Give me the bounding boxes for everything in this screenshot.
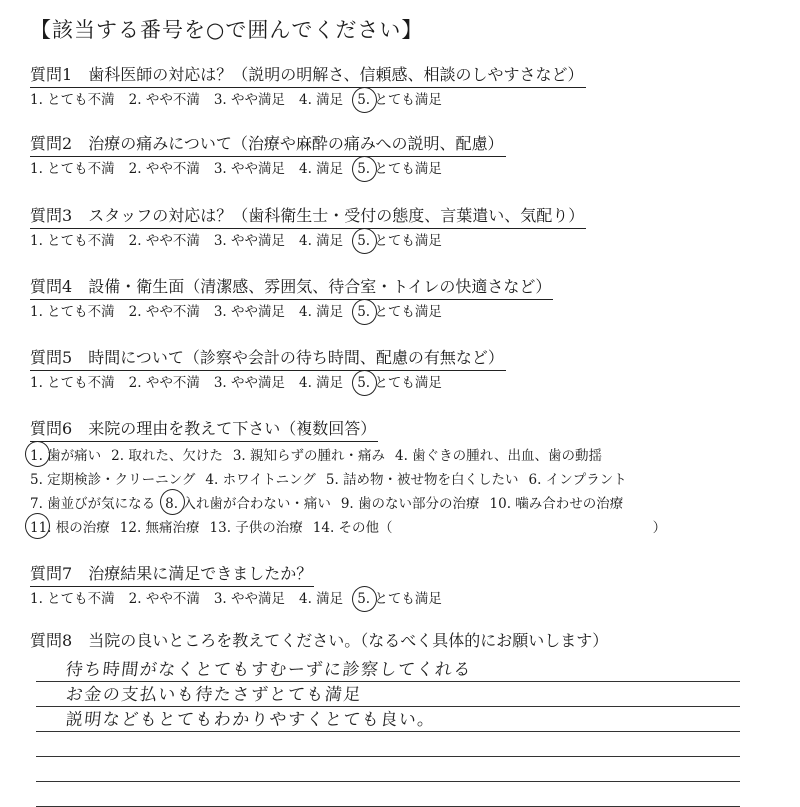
answer-option[interactable]: 4. 満足 [299, 161, 344, 177]
answer-option[interactable]: 7. 歯並びが気になる [30, 496, 156, 512]
other-close-paren: ） [652, 520, 667, 536]
answer-option[interactable]: 1. とても不満 [30, 304, 115, 320]
answer-line[interactable] [36, 657, 740, 682]
question-6 [30, 418, 666, 540]
question-text: 歯科医師の対応は？（説明の明解さ、信頼感、相談のしやすさなど） [88, 65, 584, 84]
answer-option[interactable]: 2. やや不満 [128, 161, 200, 177]
answer-option[interactable]: 3. やや満足 [213, 92, 286, 108]
question-1 [30, 64, 586, 110]
answer-option[interactable]: 4. ホワイトニング [205, 472, 316, 488]
option-row [30, 468, 666, 492]
answer-option[interactable]: 11. 根の治療 [30, 516, 110, 540]
answer-option[interactable]: 2. やや不満 [128, 92, 200, 108]
question-text: 当院の良いところを教えてください。（なるべく具体的にお願いします） [88, 631, 609, 650]
answer-line[interactable] [36, 732, 740, 757]
answer-option[interactable]: 3. やや満足 [213, 591, 286, 607]
answer-option[interactable]: 5. とても満足 [357, 375, 442, 391]
question-text: 来院の理由を教えて下さい（複数回答） [88, 419, 377, 438]
answer-option[interactable]: 5. とても満足 [357, 591, 442, 607]
answer-option[interactable]: 1. とても不満 [30, 161, 115, 177]
answer-option[interactable]: 4. 満足 [299, 304, 344, 320]
question-number: 質問5 [30, 348, 73, 367]
option-row [30, 444, 666, 468]
answer-option[interactable]: 1. とても不満 [30, 375, 115, 391]
answer-option[interactable]: 2. やや不満 [128, 304, 200, 320]
question-number: 質問7 [30, 564, 73, 583]
question-text: 設備・衛生面（清潔感、雰囲気、待合室・トイレの快適さなど） [88, 277, 552, 296]
answer-option[interactable]: 5. とても満足 [357, 161, 442, 177]
answer-line[interactable] [36, 707, 740, 732]
question-2 [30, 133, 506, 179]
question-text: 治療結果に満足できましたか？ [88, 564, 313, 583]
option-row [30, 231, 586, 251]
answer-option[interactable]: 2. やや不満 [128, 591, 200, 607]
answer-line[interactable] [36, 682, 740, 707]
answer-option[interactable]: 3. 親知らずの腫れ・痛み [232, 448, 386, 464]
answer-option[interactable]: 1. とても不満 [30, 233, 115, 249]
answer-option[interactable]: 2. 取れた、欠けた [111, 448, 223, 464]
question-number: 質問8 [30, 631, 73, 650]
handwritten-answer: お金の支払いも待たさずとても満足 [64, 685, 363, 705]
answer-option[interactable]: 10. 噛み合わせの治療 [489, 496, 624, 512]
question-number: 質問1 [30, 65, 73, 84]
answer-option[interactable]: 12. 無痛治療 [119, 520, 200, 536]
answer-option[interactable]: 4. 歯ぐきの腫れ、出血、歯の動揺 [395, 448, 602, 464]
question-7 [30, 563, 456, 609]
answer-option[interactable]: 4. 満足 [299, 92, 344, 108]
answer-option[interactable]: 3. やや満足 [213, 304, 286, 320]
question-number: 質問2 [30, 134, 73, 153]
answer-option[interactable]: 5. とても満足 [357, 304, 442, 320]
answer-option[interactable]: 3. やや満足 [213, 233, 286, 249]
answer-option[interactable]: 8. 入れ歯が合わない・痛い [165, 492, 331, 516]
answer-area [36, 657, 740, 807]
answer-option[interactable]: 14. その他（ [312, 520, 393, 536]
question-number: 質問4 [30, 277, 73, 296]
option-grid [30, 444, 666, 540]
answer-option[interactable]: 3. やや満足 [213, 375, 286, 391]
answer-option[interactable]: 9. 歯のない部分の治療 [340, 496, 480, 512]
answer-option[interactable]: 1. とても不満 [30, 591, 115, 607]
question-number: 質問6 [30, 419, 73, 438]
answer-option[interactable]: 5. とても満足 [357, 92, 442, 108]
answer-option[interactable]: 1. とても不満 [30, 92, 115, 108]
question-text: 治療の痛みについて（治療や麻酔の痛みへの説明、配慮） [88, 134, 504, 153]
answer-line[interactable] [36, 757, 740, 782]
option-row [30, 90, 586, 110]
answer-option[interactable]: 4. 満足 [299, 375, 344, 391]
handwritten-answer: 説明などもとてもわかりやすくとても良い。 [64, 710, 437, 730]
option-row [30, 302, 553, 322]
option-row [30, 516, 666, 540]
answer-option[interactable]: 3. やや満足 [213, 161, 286, 177]
option-row [30, 373, 506, 393]
question-text: スタッフの対応は？（歯科衛生士・受付の態度、言葉遣い、気配り） [88, 206, 585, 225]
answer-option[interactable]: 13. 子供の治療 [209, 520, 303, 536]
question-number: 質問3 [30, 206, 73, 225]
answer-line[interactable] [36, 782, 740, 807]
handwritten-answer: 待ち時間がなくとてもすむーずに診察してくれる [64, 660, 473, 680]
answer-option[interactable]: 2. やや不満 [128, 233, 200, 249]
page-title: 【該当する番号を○で囲んでください】 [30, 18, 424, 42]
question-4 [30, 276, 553, 322]
answer-option[interactable]: 5. とても満足 [357, 233, 442, 249]
answer-option[interactable]: 1. 歯が痛い [30, 444, 101, 468]
answer-option[interactable]: 5. 詰め物・被せ物を白くしたい [325, 472, 519, 488]
question-3 [30, 205, 586, 251]
question-5 [30, 347, 506, 393]
answer-option[interactable]: 2. やや不満 [128, 375, 200, 391]
question-8 [30, 630, 608, 652]
answer-option[interactable]: 4. 満足 [299, 591, 344, 607]
answer-option[interactable]: 6. インプラント [528, 472, 627, 488]
option-row [30, 589, 456, 609]
question-text: 時間について（診察や会計の待ち時間、配慮の有無など） [88, 348, 504, 367]
answer-option[interactable]: 5. 定期検診・クリーニング [30, 472, 196, 488]
option-row [30, 492, 666, 516]
answer-option[interactable]: 4. 満足 [299, 233, 344, 249]
option-row [30, 159, 506, 179]
